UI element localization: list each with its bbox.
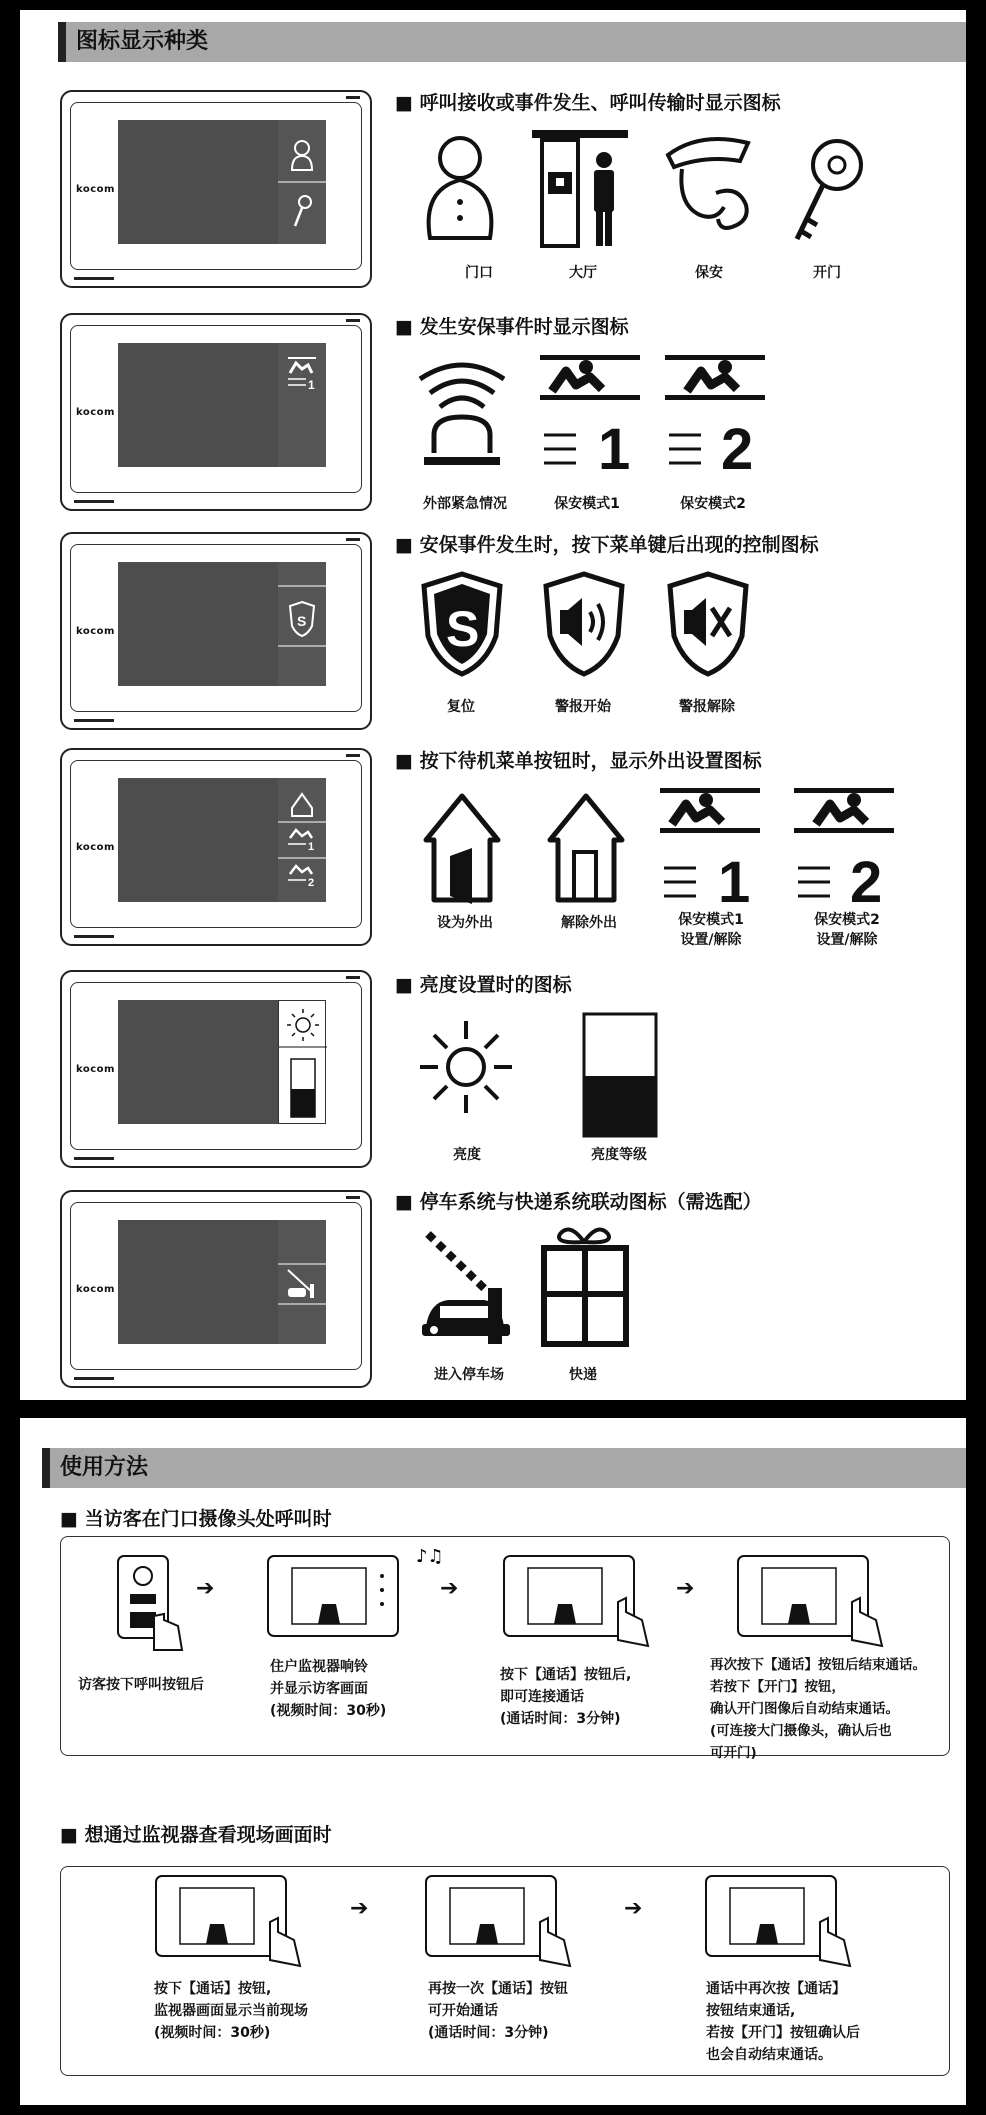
cancel-away-icon (544, 790, 634, 910)
icon-caption: 亮度等级 (591, 1147, 647, 1163)
arrow-icon: ➔ (676, 1576, 695, 1601)
lobby-icon (532, 130, 632, 250)
step-line: 访客按下呼叫按钮后 (78, 1677, 204, 1693)
mode-number: 1 (718, 850, 751, 915)
monitor-view-illustration (154, 1866, 324, 1976)
monitor-finish-illustration (704, 1866, 874, 1976)
icon-caption: 警报开始 (555, 699, 611, 715)
icon-caption: 警报解除 (679, 699, 735, 715)
brand-logo: kocom (76, 1064, 115, 1075)
caption-line: 保安模式1 (678, 912, 744, 928)
icon-caption: 亮度 (453, 1147, 481, 1163)
step-line: (视频时间：30秒) (270, 1703, 387, 1719)
svg-text:2: 2 (308, 877, 315, 889)
step-line: 监视器画面显示当前现场 (154, 2003, 308, 2019)
arrow-icon: ➔ (350, 1896, 369, 1921)
row-title: ■ 呼叫接收或事件发生、呼叫传输时显示图标 (395, 92, 781, 114)
section-title: 使用方法 (60, 1455, 149, 1480)
svg-text:1: 1 (308, 841, 315, 853)
step-line: 再按一次【通话】按钮 (428, 1981, 568, 1997)
security-mode-1-set-icon (660, 788, 770, 918)
caption-line: 设置/解除 (816, 932, 878, 948)
mode-number: 2 (850, 850, 883, 915)
brand-logo: kocom (76, 184, 115, 195)
brand-logo: kocom (76, 1284, 115, 1295)
emergency-alarm-icon (412, 355, 522, 473)
brightness-icon (420, 1015, 516, 1125)
step-line: 也会自动结束通话。 (706, 2047, 832, 2063)
door-camera-visitor-icon (420, 130, 510, 250)
icon-caption: 保安模式1 (554, 496, 620, 512)
icon-types-page (20, 10, 966, 1400)
step-line: 若按【开门】按钮确认后 (706, 2025, 860, 2041)
step-line: (通话时间：3分钟) (500, 1711, 621, 1727)
visitor-icon (278, 120, 326, 244)
icon-caption (646, 910, 776, 950)
step-line: 住户监视器响铃 (270, 1659, 368, 1675)
step-line: 再次按下【通话】按钮后结束通话。 (710, 1657, 926, 1673)
parking-entry-icon (418, 1228, 528, 1348)
monitor-illustration (60, 90, 372, 288)
flow1-step-2-text (270, 1656, 386, 1722)
icon-caption: 解除外出 (561, 915, 617, 931)
monitor-illustration (60, 970, 372, 1168)
row-title: ■ 亮度设置时的图标 (395, 974, 572, 996)
delivery-box-icon (540, 1226, 640, 1346)
reset-icon (420, 570, 504, 680)
monitor-illustration (60, 748, 372, 946)
step-line: 即可连接通话 (500, 1689, 584, 1705)
alarm-stop-icon (666, 570, 750, 680)
svg-text:♪♫: ♪♫ (416, 1546, 444, 1567)
flow1-step-1-text (78, 1674, 204, 1696)
security-mode-icon (278, 343, 326, 467)
step-line: 可开始通话 (428, 2003, 498, 2019)
monitor-talk-illustration (502, 1546, 672, 1656)
row-title: ■ 安保事件发生时，按下菜单键后出现的控制图标 (395, 534, 819, 556)
flow2-step-1-text (154, 1978, 308, 2044)
brand-logo: kocom (76, 626, 115, 637)
key-icon (785, 135, 875, 255)
icon-caption: 外部紧急情况 (423, 496, 507, 512)
icon-caption: 大厅 (569, 265, 597, 281)
icon-caption: 保安 (695, 265, 723, 281)
row-title: ■ 按下待机菜单按钮时，显示外出设置图标 (395, 750, 762, 772)
set-away-icon (420, 790, 510, 910)
row-title: ■ 发生安保事件时显示图标 (395, 316, 629, 338)
security-mode-1-icon (540, 355, 650, 485)
section-header-icon-types (58, 22, 966, 62)
brand-logo: kocom (76, 407, 115, 418)
icon-caption (782, 910, 912, 950)
arrow-icon: ➔ (196, 1576, 215, 1601)
svg-text:1: 1 (308, 378, 315, 392)
icon-caption: 快递 (569, 1367, 597, 1383)
flow-title: ■ 想通过监视器查看现场画面时 (60, 1824, 332, 1846)
icon-caption: 开门 (813, 265, 841, 281)
alarm-start-icon (542, 570, 626, 680)
flow1-step-4-text (710, 1654, 926, 1764)
flow1-step-3-text (500, 1664, 631, 1730)
brightness-panel-icon (279, 1001, 327, 1125)
step-line: 通话中再次按【通话】 (706, 1981, 846, 1997)
svg-text:S: S (297, 613, 307, 629)
security-guard-icon (660, 135, 760, 245)
caption-line: 保安模式2 (814, 912, 880, 928)
step-line: 确认开门图像后自动结束通话。 (710, 1701, 899, 1717)
security-mode-2-set-icon (794, 788, 904, 918)
monitor-ringing-illustration (266, 1546, 446, 1656)
door-camera-press-icon (116, 1554, 196, 1654)
step-line: (可连接大门摄像头，确认后也 (710, 1723, 892, 1739)
step-line: 按下【通话】按钮, (154, 1981, 272, 1997)
arrow-icon: ➔ (624, 1896, 643, 1921)
away-mode-icons (278, 778, 326, 902)
step-line: 并显示访客画面 (270, 1681, 368, 1697)
step-line: (通话时间：3分钟) (428, 2025, 549, 2041)
step-line: 按下【通话】按钮后, (500, 1667, 632, 1683)
icon-caption: 设为外出 (437, 915, 493, 931)
flow-title: ■ 当访客在门口摄像头处呼叫时 (60, 1508, 332, 1530)
flow2-step-2-text (428, 1978, 568, 2044)
mode-number: 2 (721, 417, 754, 482)
reset-shield-icon (278, 562, 326, 686)
caption-line: 设置/解除 (680, 932, 742, 948)
monitor-start-talk-illustration (424, 1866, 594, 1976)
brand-logo: kocom (76, 842, 115, 853)
row-title: ■ 停车系统与快递系统联动图标（需选配） (395, 1191, 762, 1213)
flow2-step-3-text (706, 1978, 860, 2066)
arrow-icon: ➔ (440, 1576, 459, 1601)
monitor-illustration (60, 1190, 372, 1388)
brightness-level-icon (582, 1012, 662, 1142)
icon-caption: 复位 (447, 699, 475, 715)
icon-caption: 进入停车场 (434, 1367, 504, 1383)
icon-caption: 门口 (465, 265, 493, 281)
step-line: 可开门) (710, 1745, 757, 1761)
section-title: 图标显示种类 (76, 29, 209, 54)
mode-number: 1 (598, 417, 631, 482)
parking-panel-icon (278, 1220, 326, 1344)
usage-page (20, 1418, 966, 2105)
step-line: (视频时间：30秒) (154, 2025, 271, 2041)
svg-text:S: S (446, 601, 480, 657)
monitor-end-call-illustration (736, 1546, 906, 1656)
step-line: 按钮结束通话, (706, 2003, 796, 2019)
monitor-illustration (60, 532, 372, 730)
icon-caption: 保安模式2 (680, 496, 746, 512)
monitor-illustration (60, 313, 372, 511)
section-header-usage (42, 1448, 966, 1488)
security-mode-2-icon (665, 355, 775, 485)
step-line: 若按下【开门】按钮， (710, 1679, 845, 1695)
